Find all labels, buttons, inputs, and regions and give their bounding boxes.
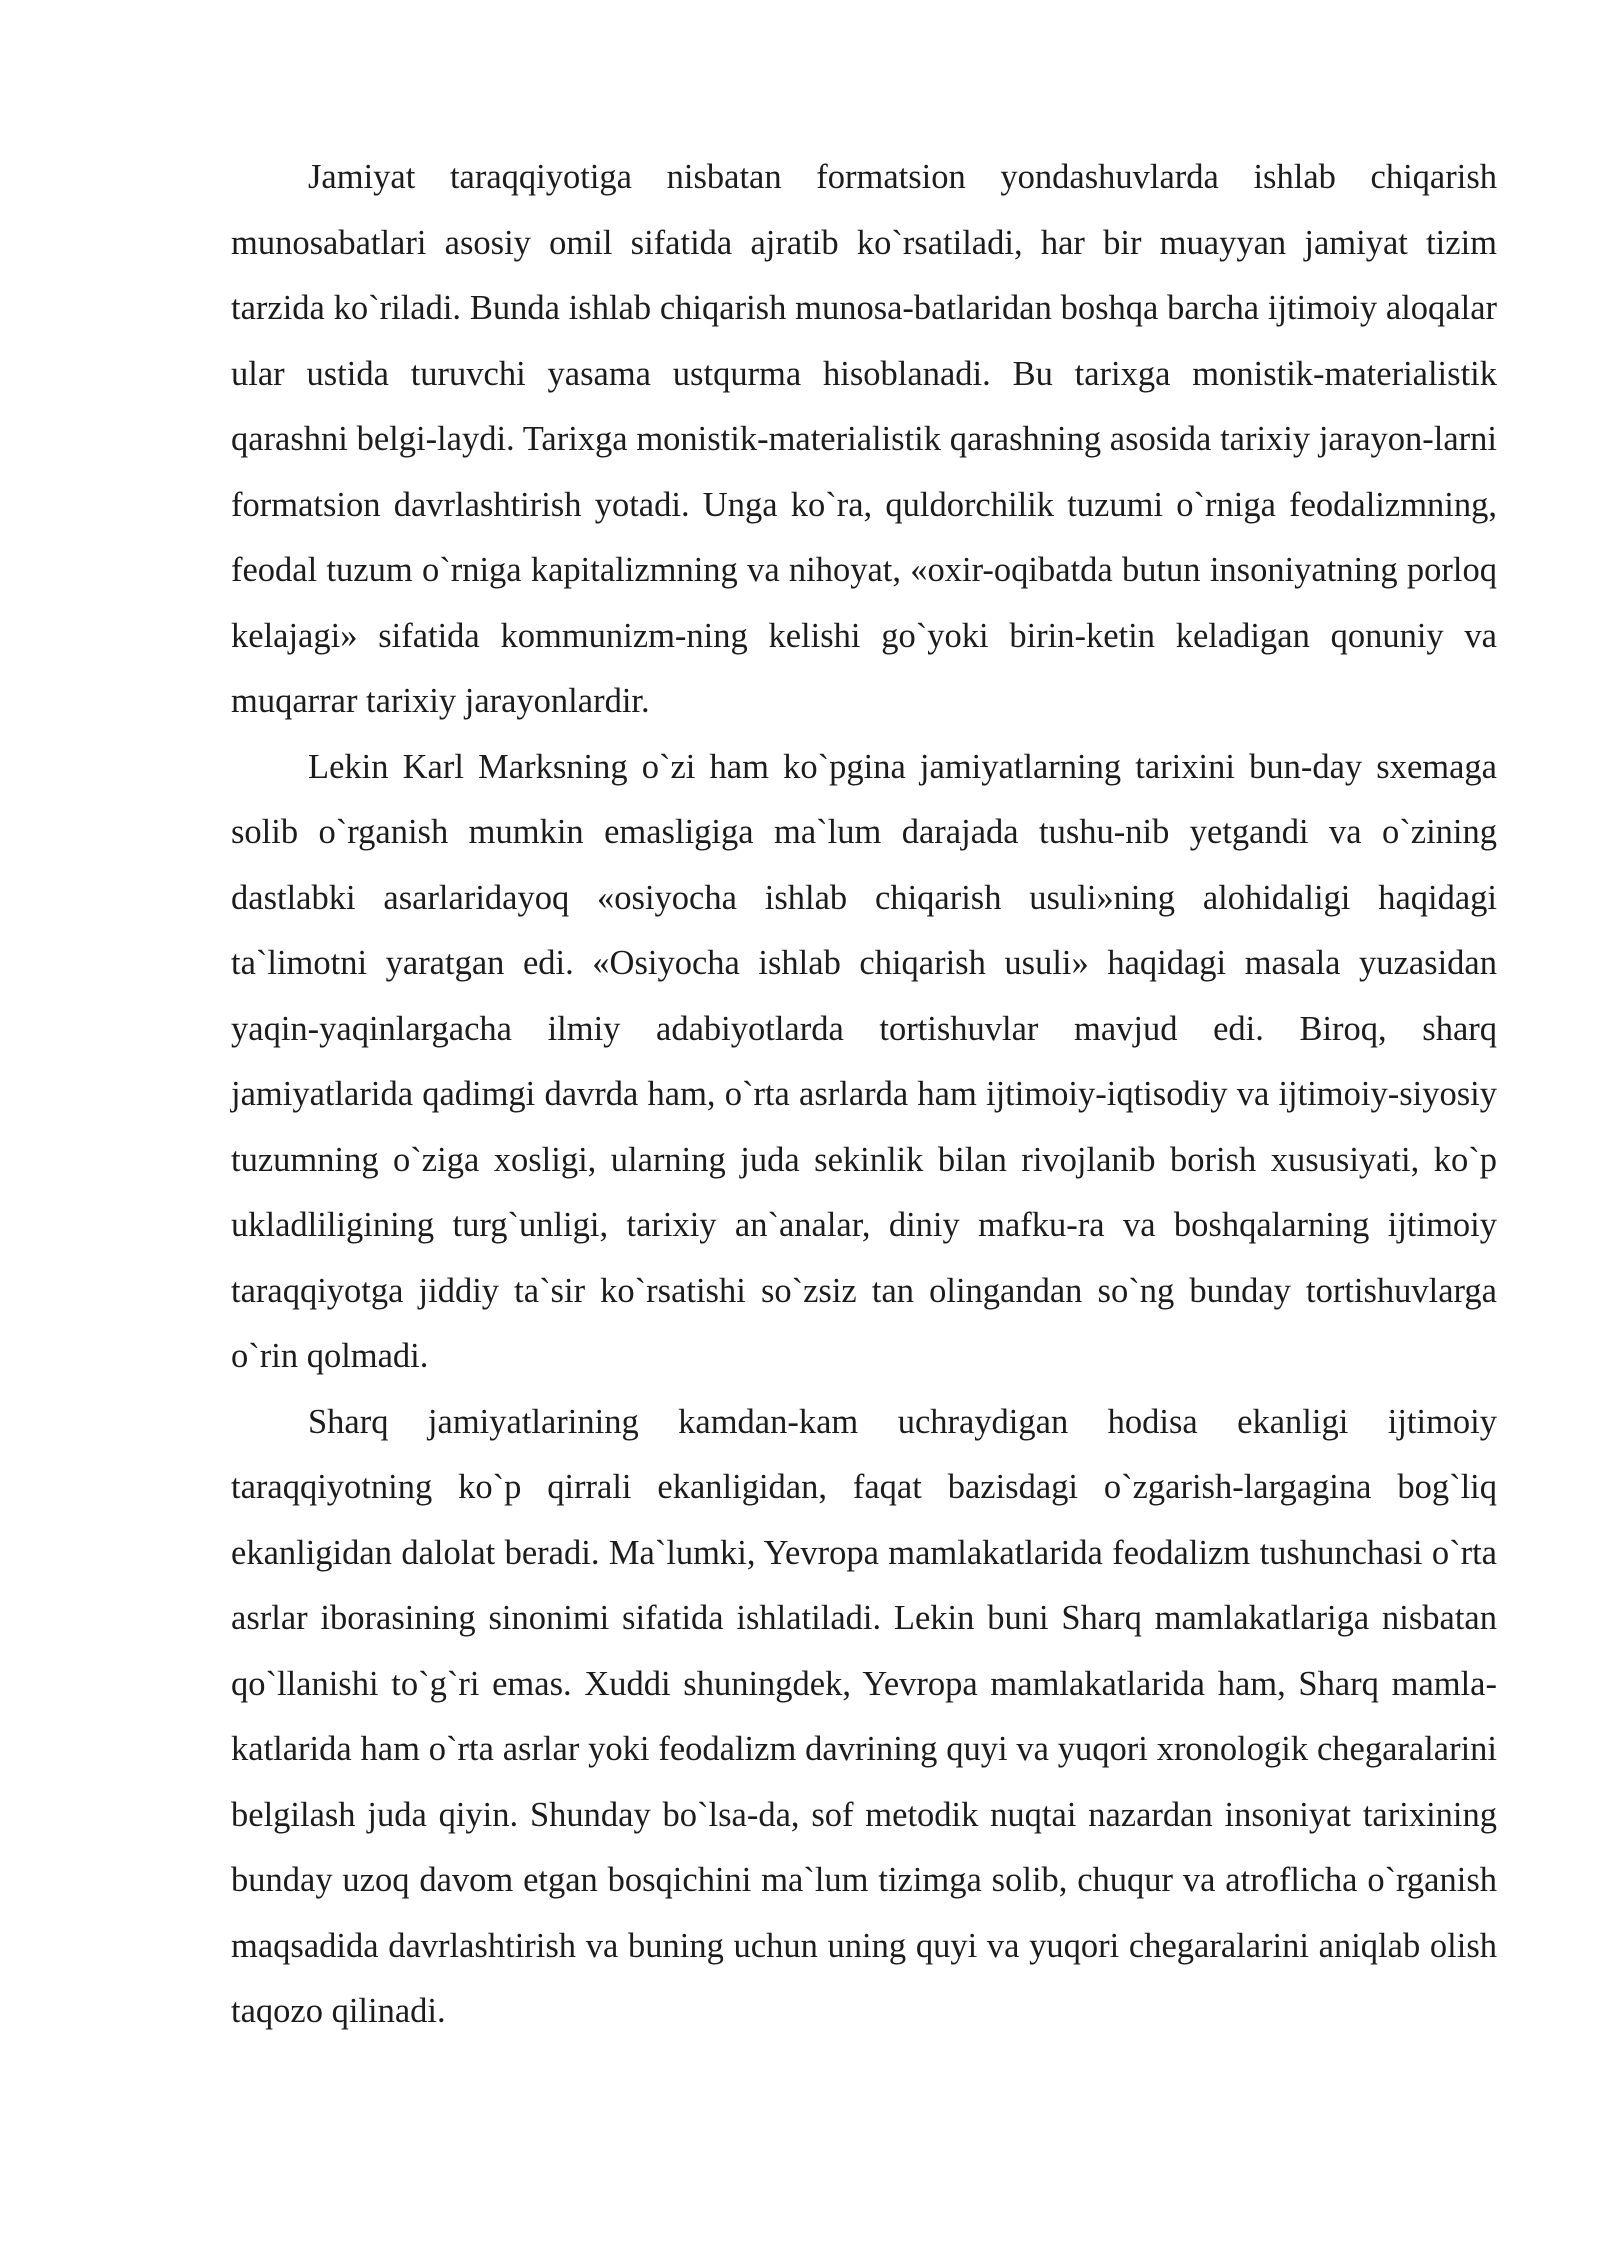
paragraph-1: Jamiyat taraqqiyotiga nisbatan formatsion yondashuvlarda ishlab chiqarish munosabatlari asosiy omil sifatida ajratib ko`rsatiladi, har bir muayyan jamiyat tizim tarzida ko`riladi. Bunda ishlab chiqarish munosa-batlaridan boshqa barcha ijtimoiy aloqalar ular ustida turuvchi yasama ustqurma hisoblanadi. Bu tarixga monistik-materialistik qarashni belgi-laydi. Tarixga monistik-materialistik qarashning asosida tarixiy jarayon-larni formatsion davrlashtirish yotadi. Unga ko`ra, quldorchilik tuzumi o`rniga feodalizmning, feodal tuzum o`rniga kapitalizmning va nihoyat, «oxir-oqibatda butun insoniyatning porloq kelajagi» sifatida kommunizm-ning kelishi go`yoki birin-ketin keladigan qonuniy va muqarrar tarixiy jarayonlardir. xyxy=(231,158,1497,720)
paragraph-3: Sharq jamiyatlarining kamdan-kam uchraydigan hodisa ekanligi ijtimoiy taraqqiyotning ko`p qirrali ekanligidan, faqat bazisdagi o`zgarish-largagina bog`liq ekanligidan dalolat beradi. Ma`lumki, Yevropa mamlakatlarida feodalizm tushunchasi o`rta asrlar iborasining sinonimi sifatida ishlatiladi. Lekin buni Sharq mamlakatlariga nisbatan qo`llanishi to`g`ri emas. Xuddi shuningdek, Yevropa mamlakatlarida ham, Sharq mamla-katlarida ham o`rta asrlar yoki feodalizm davrining quyi va yuqori xronologik chegaralarini belgilash juda qiyin. Shunday bo`lsa-da, sof metodik nuqtai nazardan insoniyat tarixining bunday uzoq davom etgan bosqichini ma`lum tizimga solib, chuqur va atroflicha o`rganish maqsadida davrlashtirish va buning uchun uning quyi va yuqori chegaralarini aniqlab olish taqozo qilinadi. xyxy=(231,1402,1497,2030)
paragraph-2: Lekin Karl Marksning o`zi ham ko`pgina jamiyatlarning tarixini bun-day sxemaga solib o`rganish mumkin emasligiga ma`lum darajada tushu-nib yetgandi va o`zining dastlabki asarlaridayoq «osiyocha ishlab chiqarish usuli»ning alohidaligi haqidagi ta`limotni yaratgan edi. «Osiyocha ishlab chiqarish usuli» haqidagi masala yuzasidan yaqin-yaqinlargacha ilmiy adabiyotlarda tortishuvlar mavjud edi. Biroq, sharq jamiyatlarida qadimgi davrda ham, o`rta asrlarda ham ijtimoiy-iqtisodiy va ijtimoiy-siyosiy tuzumning o`ziga xosligi, ularning juda sekinlik bilan rivojlanib borish xususiyati, ko`p ukladliligining turg`unligi, tarixiy an`analar, diniy mafku-ra va boshqalarning ijtimoiy taraqqiyotga jiddiy ta`sir ko`rsatishi so`zsiz tan olingandan so`ng bunday tortishuvlarga o`rin qolmadi. xyxy=(231,747,1497,1375)
body-text xyxy=(231,145,1497,2045)
